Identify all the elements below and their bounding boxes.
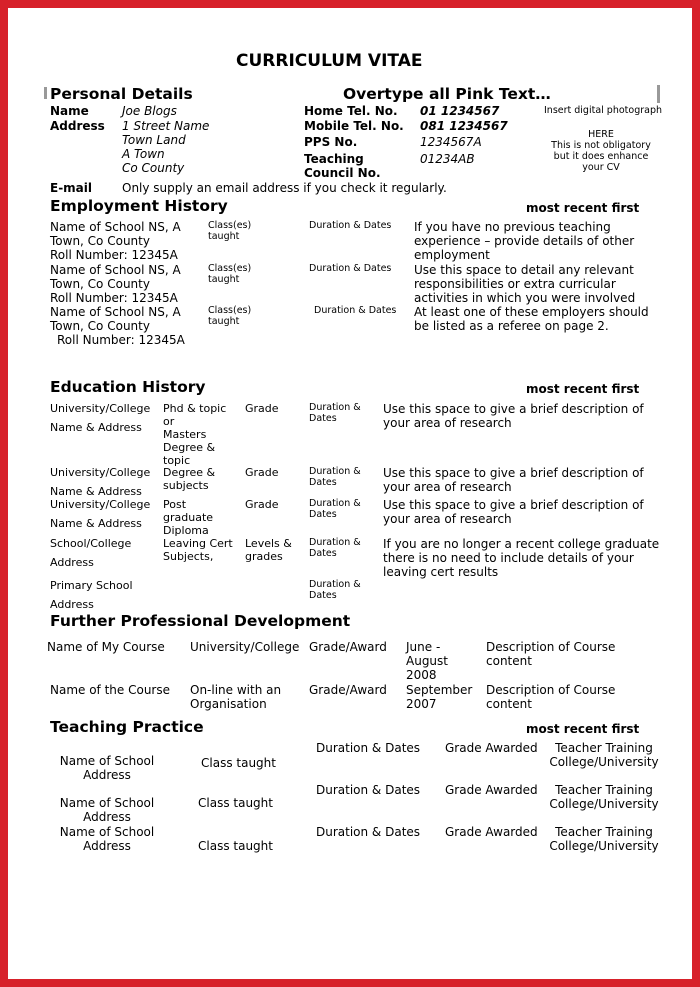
qualification[interactable]: subjects [163, 479, 209, 492]
duration-dates[interactable]: Duration & [309, 579, 361, 590]
employment-description[interactable]: employment [414, 248, 490, 262]
tp-college[interactable]: Teacher Training [555, 741, 653, 755]
qualification[interactable]: Phd & topic [163, 402, 227, 415]
home-tel-value[interactable]: 01 1234567 [420, 104, 500, 118]
address-line[interactable]: A Town [122, 147, 165, 161]
employer-line[interactable]: Roll Number: 12345A [50, 291, 178, 305]
employer-line[interactable]: Roll Number: 12345A [50, 248, 178, 262]
tp-school[interactable]: Address [83, 810, 131, 824]
course-description[interactable]: content [486, 654, 532, 668]
tp-class[interactable]: Class taught [198, 839, 273, 853]
institution[interactable]: University/College [50, 498, 151, 511]
pps-value[interactable]: 1234567A [420, 135, 482, 149]
tp-college[interactable]: College/University [549, 839, 659, 853]
duration-dates[interactable]: Duration & [309, 537, 361, 548]
grade[interactable]: Grade [245, 466, 279, 479]
address-line[interactable]: Town Land [122, 133, 186, 147]
tp-grade[interactable]: Grade Awarded [445, 825, 538, 839]
qualification[interactable]: graduate [163, 511, 214, 524]
mobile-tel-label: Mobile Tel. No. [304, 119, 404, 133]
duration-dates[interactable]: Dates [309, 548, 337, 559]
home-tel-label: Home Tel. No. [304, 104, 398, 118]
tp-school[interactable]: Address [83, 839, 131, 853]
name-value[interactable]: Joe Blogs [122, 104, 177, 118]
mobile-tel-value[interactable]: 081 1234567 [420, 119, 508, 133]
education-description[interactable]: Use this space to give a brief description of [383, 402, 644, 416]
address-label: Address [50, 119, 105, 133]
institution[interactable]: University/College [50, 466, 151, 479]
most-recent-note: most recent first [526, 201, 640, 215]
qualification[interactable]: Degree & [163, 466, 216, 479]
class-taught[interactable]: Class(es) [208, 263, 252, 274]
class-taught[interactable]: taught [208, 316, 240, 327]
course-name[interactable]: Name of My Course [47, 640, 165, 654]
institution[interactable]: Address [50, 556, 94, 569]
course-grade[interactable]: Grade/Award [309, 683, 387, 697]
employment-description[interactable]: At least one of these employers should [414, 305, 649, 319]
address-line[interactable]: 1 Street Name [122, 119, 210, 133]
field-marker-right [657, 85, 660, 103]
employer-line[interactable]: Name of School NS, A [50, 305, 181, 319]
pps-label: PPS No. [304, 135, 358, 149]
course-date[interactable]: June - [406, 640, 441, 654]
tp-school[interactable]: Address [83, 768, 131, 782]
class-taught[interactable]: Class(es) [208, 220, 252, 231]
tp-class[interactable]: Class taught [201, 756, 276, 770]
tp-grade[interactable]: Grade Awarded [445, 741, 538, 755]
class-taught[interactable]: Class(es) [208, 305, 252, 316]
institution[interactable]: School/College [50, 537, 132, 550]
education-description[interactable]: leaving cert results [383, 565, 499, 579]
page-title: CURRICULUM VITAE [236, 51, 423, 71]
course-provider[interactable]: On-line with an [190, 683, 282, 697]
duration-dates[interactable]: Duration & [309, 498, 361, 509]
education-description[interactable]: your area of research [383, 512, 512, 526]
course-date[interactable]: September [406, 683, 473, 697]
tp-college[interactable]: Teacher Training [555, 825, 653, 839]
institution[interactable]: Name & Address [50, 485, 142, 498]
tp-duration[interactable]: Duration & Dates [316, 825, 421, 839]
course-date[interactable]: 2007 [406, 697, 437, 711]
tp-school[interactable]: Name of School [59, 796, 155, 810]
employer-line[interactable]: Roll Number: 12345A [57, 333, 185, 347]
qualification[interactable]: or [163, 415, 175, 428]
employment-description[interactable]: experience – provide details of other [414, 234, 635, 248]
photo-placeholder-text: your CV [582, 162, 620, 173]
course-provider[interactable]: University/College [190, 640, 300, 654]
tp-college[interactable]: College/University [549, 797, 659, 811]
education-description[interactable]: Use this space to give a brief description of [383, 498, 644, 512]
institution[interactable]: Name & Address [50, 517, 142, 530]
most-recent-note: most recent first [526, 382, 640, 396]
duration-dates[interactable]: Duration & Dates [309, 263, 392, 274]
employment-description[interactable]: responsibilities or extra curricular [414, 277, 616, 291]
photo-placeholder-text: This is not obligatory [551, 140, 651, 151]
duration-dates[interactable]: Duration & Dates [314, 305, 397, 316]
institution[interactable]: Primary School [50, 579, 133, 592]
duration-dates[interactable]: Duration & [309, 466, 361, 477]
employer-line[interactable]: Name of School NS, A [50, 220, 181, 234]
course-description[interactable]: Description of Course [486, 640, 616, 654]
teaching-council-label: Teaching [304, 152, 364, 166]
tp-college[interactable]: College/University [549, 755, 659, 769]
employment-description[interactable]: If you have no previous teaching [414, 220, 611, 234]
employer-line[interactable]: Town, Co County [50, 234, 150, 248]
tp-duration[interactable]: Duration & Dates [316, 741, 421, 755]
class-taught[interactable]: taught [208, 274, 240, 285]
most-recent-note: most recent first [526, 722, 640, 736]
duration-dates[interactable]: Dates [309, 509, 337, 520]
tp-college[interactable]: Teacher Training [555, 783, 653, 797]
education-description[interactable]: your area of research [383, 480, 512, 494]
photo-placeholder-text: HERE [588, 129, 614, 140]
section-heading-fpd: Further Professional Development [50, 612, 351, 630]
course-date[interactable]: August [406, 654, 448, 668]
grade[interactable]: Grade [245, 402, 279, 415]
photo-placeholder-text: Insert digital photograph [544, 105, 663, 116]
employment-description[interactable]: activities in which you were involved [414, 291, 636, 305]
course-date[interactable]: 2008 [406, 668, 437, 682]
qualification[interactable]: Leaving Cert [163, 537, 233, 550]
overtype-note: Overtype all Pink Text… [343, 85, 551, 103]
education-description[interactable]: your area of research [383, 416, 512, 430]
qualification[interactable]: Post [163, 498, 187, 511]
teaching-council-label-2: Council No. [304, 166, 381, 180]
duration-dates[interactable]: Dates [309, 477, 337, 488]
email-label: E-mail [50, 181, 93, 195]
grade[interactable]: Levels & [245, 537, 292, 550]
qualification[interactable]: Degree & [163, 441, 216, 454]
qualification[interactable]: Masters [163, 428, 207, 441]
teaching-council-value[interactable]: 01234AB [420, 152, 475, 166]
name-label: Name [50, 104, 89, 118]
institution[interactable]: Address [50, 598, 94, 611]
cv-page [8, 8, 692, 979]
photo-placeholder-text: but it does enhance [553, 151, 649, 162]
course-grade[interactable]: Grade/Award [309, 640, 387, 654]
tp-grade[interactable]: Grade Awarded [445, 783, 538, 797]
education-description[interactable]: Use this space to give a brief description of [383, 466, 644, 480]
tp-class[interactable]: Class taught [198, 796, 273, 810]
employer-line[interactable]: Town, Co County [50, 277, 150, 291]
tp-school[interactable]: Name of School [59, 825, 155, 839]
section-heading-employment: Employment History [50, 197, 228, 215]
course-description[interactable]: Description of Course [486, 683, 616, 697]
tp-school[interactable]: Name of School [59, 754, 155, 768]
education-description[interactable]: there is no need to include details of your [383, 551, 634, 565]
section-heading-personal: Personal Details [50, 85, 193, 103]
institution[interactable]: Name & Address [50, 421, 142, 434]
duration-dates[interactable]: Dates [309, 413, 337, 424]
address-line[interactable]: Co County [122, 161, 185, 175]
employer-line[interactable]: Name of School NS, A [50, 263, 181, 277]
grade[interactable]: grades [245, 550, 283, 563]
class-taught[interactable]: taught [208, 231, 240, 242]
employment-description[interactable]: be listed as a referee on page 2. [414, 319, 609, 333]
section-heading-education: Education History [50, 378, 206, 396]
grade[interactable]: Grade [245, 498, 279, 511]
qualification[interactable]: Subjects, [163, 550, 214, 563]
section-heading-teaching-practice: Teaching Practice [50, 718, 204, 736]
course-provider[interactable]: Organisation [190, 697, 267, 711]
education-description[interactable]: If you are no longer a recent college graduate [383, 537, 660, 551]
course-description[interactable]: content [486, 697, 532, 711]
field-marker-left [44, 87, 47, 99]
duration-dates[interactable]: Duration & [309, 402, 361, 413]
duration-dates[interactable]: Dates [309, 590, 337, 601]
email-value[interactable]: Only supply an email address if you check it regularly. [122, 181, 447, 195]
course-name[interactable]: Name of the Course [50, 683, 170, 697]
employer-line[interactable]: Town, Co County [50, 319, 150, 333]
institution[interactable]: University/College [50, 402, 151, 415]
duration-dates[interactable]: Duration & Dates [309, 220, 392, 231]
qualification[interactable]: topic [163, 454, 191, 467]
qualification[interactable]: Diploma [163, 524, 209, 537]
tp-duration[interactable]: Duration & Dates [316, 783, 421, 797]
employment-description[interactable]: Use this space to detail any relevant [414, 263, 634, 277]
